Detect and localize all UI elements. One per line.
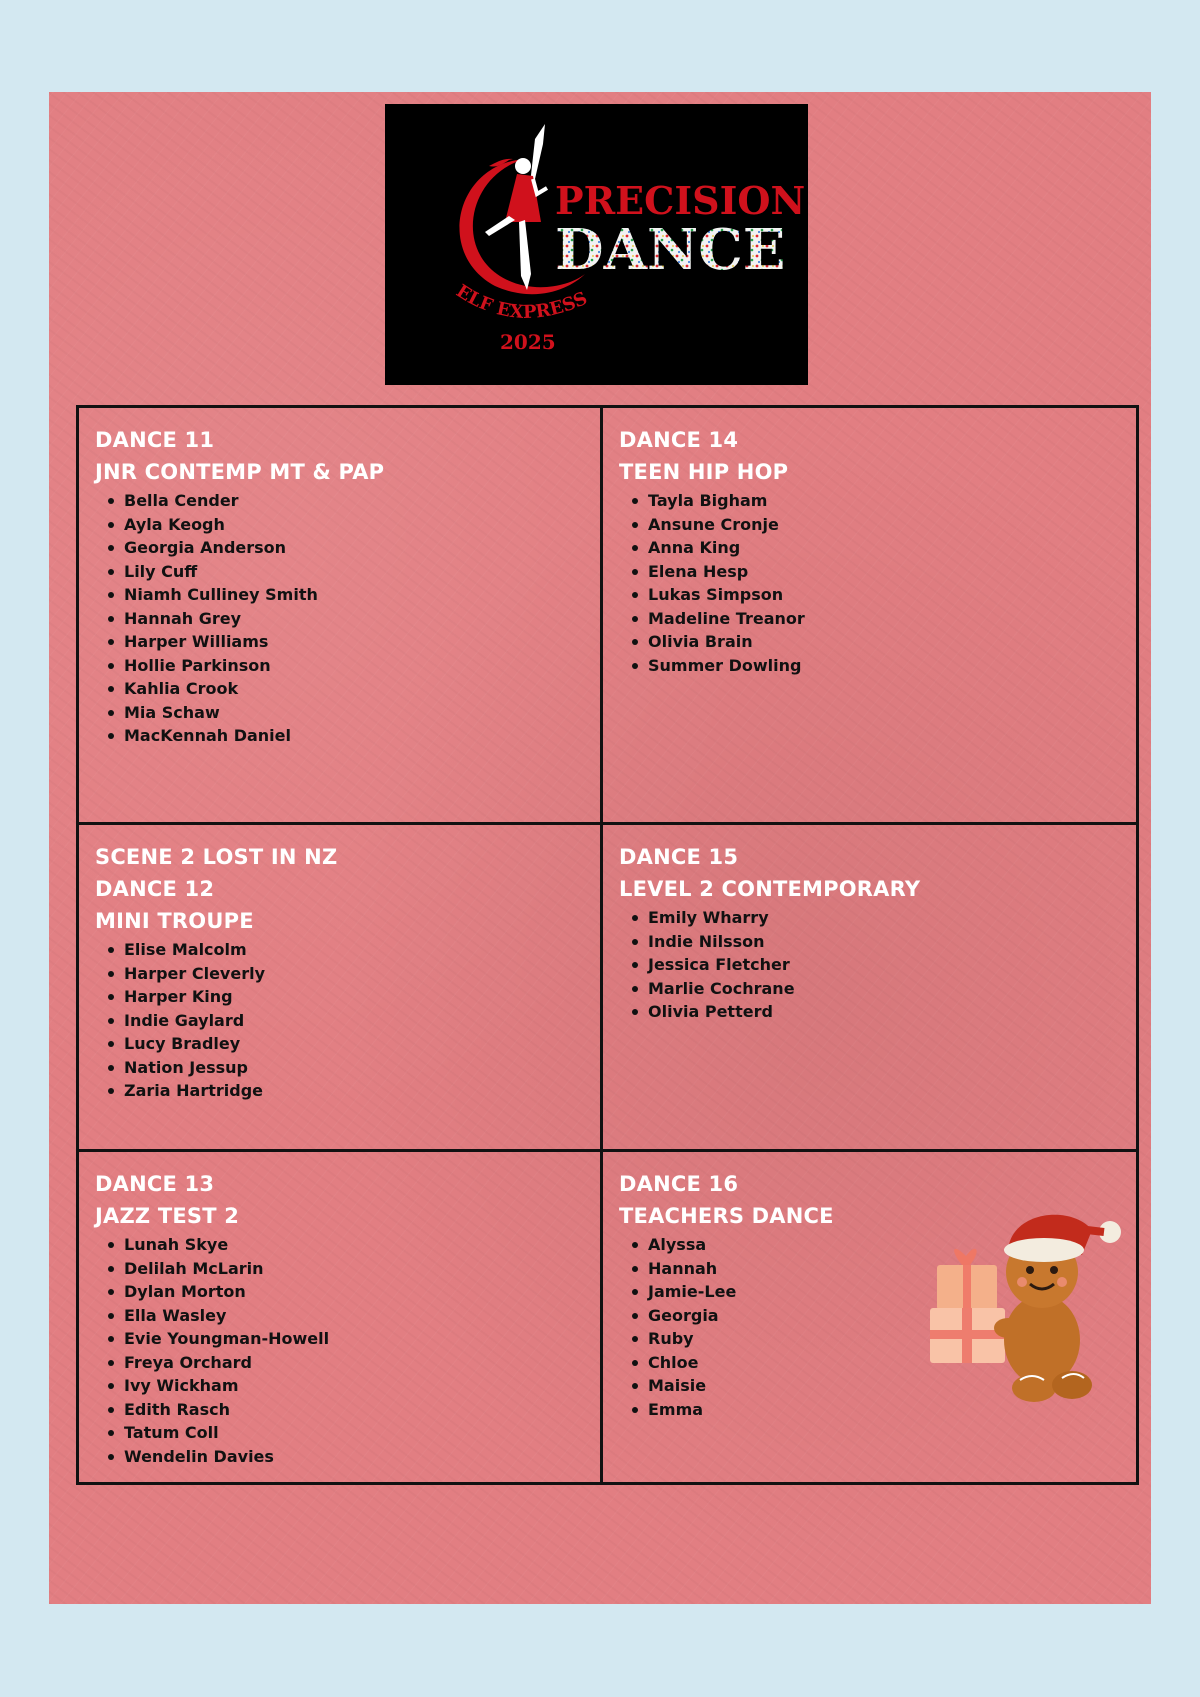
section-subheading: DANCE 12 [95,877,215,901]
logo-title-line1: PRECISION [555,178,806,223]
list-item: Lukas Simpson [648,583,1120,607]
list-item: Indie Nilsson [648,930,1120,954]
performer-list [95,1233,584,1468]
list-item: Hollie Parkinson [124,654,584,678]
list-item: Indie Gaylard [124,1009,584,1033]
list-item: Dylan Morton [124,1280,584,1304]
list-item: Alyssa [648,1233,1120,1257]
performer-list [95,938,584,1103]
list-item: Niamh Culliney Smith [124,583,584,607]
list-item: Ayla Keogh [124,513,584,537]
list-item: Olivia Brain [648,630,1120,654]
performer-list [619,906,1120,1024]
list-item: Freya Orchard [124,1351,584,1375]
list-item: Olivia Petterd [648,1000,1120,1024]
list-item: Edith Rasch [124,1398,584,1422]
section-heading: DANCE 15 [619,845,739,869]
logo-arc-text: ELF EXPRESS [452,280,591,323]
section-dance-14 [603,408,1136,822]
section-heading: DANCE 16 [619,1172,739,1196]
list-item: Lunah Skye [124,1233,584,1257]
list-item: Chloe [648,1351,1120,1375]
list-item: Ansune Cronje [648,513,1120,537]
section-subheading: TEACHERS DANCE [619,1204,834,1228]
list-item: Anna King [648,536,1120,560]
section-heading: SCENE 2 LOST IN NZ [95,845,338,869]
section-dance-15 [603,825,1136,1149]
list-item: Summer Dowling [648,654,1120,678]
precision-dance-logo [385,104,808,385]
list-item: Ruby [648,1327,1120,1351]
list-item: Hannah [648,1257,1120,1281]
list-item: Wendelin Davies [124,1445,584,1469]
section-dance-13 [79,1152,600,1482]
section-subheading: TEEN HIP HOP [619,460,789,484]
logo-year: 2025 [500,330,556,354]
list-item: MacKennah Daniel [124,724,584,748]
list-item: Emily Wharry [648,906,1120,930]
gingerbread-man-icon [922,1200,1132,1410]
section-subheading: JNR CONTEMP MT & PAP [95,460,385,484]
list-item: Lily Cuff [124,560,584,584]
logo-title-line2: DANCE [555,217,786,283]
list-item: Emma [648,1398,1120,1422]
list-item: Harper Williams [124,630,584,654]
list-item: Bella Cender [124,489,584,513]
list-item: Ivy Wickham [124,1374,584,1398]
list-item: Hannah Grey [124,607,584,631]
list-item: Elena Hesp [648,560,1120,584]
list-item: Madeline Treanor [648,607,1120,631]
list-item: Delilah McLarin [124,1257,584,1281]
section-dance-11 [79,408,600,822]
list-item: Zaria Hartridge [124,1079,584,1103]
list-item: Georgia Anderson [124,536,584,560]
list-item: Nation Jessup [124,1056,584,1080]
list-item: Tayla Bigham [648,489,1120,513]
list-item: Ella Wasley [124,1304,584,1328]
list-item: Evie Youngman-Howell [124,1327,584,1351]
list-item: Harper King [124,985,584,1009]
section-subheading: MINI TROUPE [95,909,254,933]
list-item: Georgia [648,1304,1120,1328]
list-item: Mia Schaw [124,701,584,725]
section-subheading: JAZZ TEST 2 [95,1204,240,1228]
dancer-silhouette-icon [485,124,547,290]
performer-list [619,489,1120,677]
list-item: Kahlia Crook [124,677,584,701]
list-item: Tatum Coll [124,1421,584,1445]
list-item: Jessica Fletcher [648,953,1120,977]
list-item: Harper Cleverly [124,962,584,986]
section-heading: DANCE 11 [95,428,215,452]
list-item: Marlie Cochrane [648,977,1120,1001]
section-heading: DANCE 14 [619,428,739,452]
section-dance-12 [79,825,600,1149]
performer-list [95,489,584,748]
section-heading: DANCE 13 [95,1172,215,1196]
section-subheading: LEVEL 2 CONTEMPORARY [619,877,921,901]
list-item: Jamie-Lee [648,1280,1120,1304]
list-item: Maisie [648,1374,1120,1398]
list-item: Lucy Bradley [124,1032,584,1056]
list-item: Elise Malcolm [124,938,584,962]
